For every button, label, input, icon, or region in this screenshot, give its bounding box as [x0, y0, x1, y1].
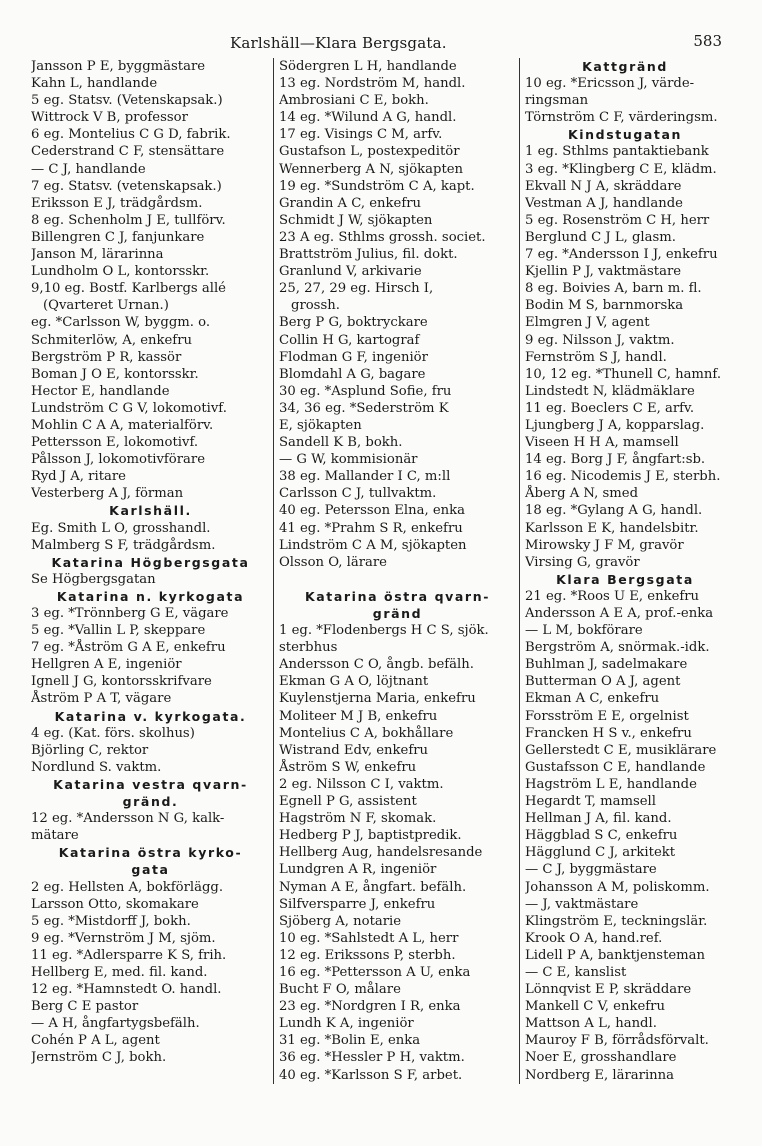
directory-entry: Hägglund C J, arkitekt [525, 845, 676, 861]
directory-entry: Kuylenstjerna Maria, enkefru [279, 691, 476, 707]
directory-entry [279, 571, 516, 588]
directory-entry: Bucht F O, målare [279, 982, 401, 998]
directory-entry: 38 eg. Mallander I C, m:ll [279, 469, 451, 485]
street-heading: Karlshäll. [109, 503, 192, 519]
directory-entry: Sjöberg A, notarie [279, 913, 402, 929]
directory-entry: 12 eg. Erikssons P, sterbh. [279, 947, 456, 963]
directory-entry: 12 eg. *Andersson N G, kalk- [31, 811, 225, 827]
directory-entry: 13 eg. Nordström M, handl. [279, 76, 466, 92]
directory-entry: Mattson A L, handl. [525, 1016, 657, 1032]
directory-entry: 9,10 eg. Bostf. Karlbergs allé [31, 281, 226, 297]
directory-entry: Mirowsky J F M, gravör [525, 537, 684, 553]
directory-entry: Wistrand Edv, enkefru [279, 742, 429, 758]
directory-entry: Södergren L H, handlande [279, 59, 457, 74]
street-heading: Kindstugatan [567, 127, 683, 143]
directory-entry: Wennerberg A N, sjökapten [279, 161, 464, 177]
directory-entry: 3 eg. *Trönnberg G E, vägare [31, 606, 229, 621]
directory-entry: 7 eg. *Andersson I J, enkefru [525, 247, 718, 263]
directory-entry: Åström S W, enkefru [279, 759, 417, 775]
directory-entry: Lundh K A, ingeniör [279, 1016, 414, 1032]
directory-entry: 10 eg. *Ericsson J, värde- [525, 76, 695, 92]
column-1 [28, 58, 273, 1084]
directory-entry: Noer E, grosshandlare [525, 1050, 677, 1066]
directory-entry: Lundholm O L, kontorsskr. [31, 264, 210, 280]
directory-entry: Montelius C A, bokhållare [279, 725, 454, 741]
directory-entry: Schmidt J W, sjökapten [279, 212, 433, 228]
directory-entry: 9 eg. *Vernström J M, sjöm. [31, 930, 216, 946]
directory-entry: Se Högbergsgatan [31, 571, 156, 587]
street-heading: Katarina v. kyrkogata. [54, 708, 247, 724]
directory-entry: 5 eg. *Mistdorff J, bokh. [31, 913, 191, 929]
directory-entry: Nordberg E, lärarinna [525, 1067, 675, 1083]
directory-entry: 31 eg. *Bolin E, enka [279, 1033, 421, 1049]
directory-entry: mätare [31, 828, 79, 844]
directory-entry: Vestman A J, handlande [525, 195, 683, 211]
directory-entry: Janson M, lärarinna [31, 247, 164, 263]
directory-entry: Butterman O A J, agent [525, 674, 681, 690]
directory-entry: 40 eg. Petersson Elna, enka [279, 503, 465, 519]
directory-entry: Hegardt T, mamsell [525, 794, 656, 810]
directory-entry: Klingström E, teckningslär. [525, 913, 708, 929]
street-heading: Klara Bergsgata [556, 571, 694, 587]
directory-entry: Johansson A M, poliskomm. [525, 879, 710, 895]
directory-entry: Vesterberg A J, förman [31, 486, 184, 502]
directory-entry: Mauroy F B, förrådsförvalt. [525, 1033, 709, 1049]
running-head [0, 24, 762, 52]
directory-entry: 4 eg. (Kat. förs. skolhus) [31, 725, 195, 741]
directory-entry: Ryd J A, ritare [31, 469, 126, 485]
directory-entry: 12 eg. *Hamnstedt O. handl. [31, 982, 222, 998]
running-head-title: Karlshäll—Klara Bergsgata. [230, 34, 447, 52]
directory-entry: sterbhus [279, 640, 338, 656]
directory-entry: Jansson P E, byggmästare [31, 59, 206, 74]
directory-entry: — G W, kommisionär [279, 452, 418, 468]
directory-entry: 5 eg. Statsv. (Vetenskapsak.) [31, 93, 223, 109]
directory-entry: Lidell P A, banktjensteman [525, 947, 706, 963]
directory-entry: Gellerstedt C E, musiklärare [525, 742, 717, 758]
directory-entry: Jernström C J, bokh. [31, 1050, 167, 1066]
directory-entry: Olsson O, lärare [279, 554, 387, 570]
directory-entry: Hedberg P J, baptistpredik. [279, 828, 462, 844]
directory-entry: Karlsson E K, handelsbitr. [525, 520, 699, 536]
directory-entry: Lindström C A M, sjökapten [279, 537, 467, 553]
directory-entry: Mankell C V, enkefru [525, 999, 665, 1015]
directory-entry: Virsing G, gravör [525, 554, 640, 570]
directory-entry: Ekvall N J A, skräddare [525, 178, 682, 194]
directory-entry: 23 eg. *Nordgren I R, enka [279, 999, 461, 1015]
directory-entry: 8 eg. Boivies A, barn m. fl. [525, 281, 702, 297]
directory-entry: Ljungberg J A, kopparslag. [525, 417, 705, 433]
directory-entry: Viseen H H A, mamsell [525, 435, 679, 451]
directory-entry: Hector E, handlande [31, 383, 170, 399]
directory-entry: Kjellin P J, vaktmästare [525, 264, 682, 280]
directory-entry: Lundgren A R, ingeniör [279, 862, 437, 878]
directory-entry: Hellgren A E, ingeniör [31, 657, 182, 673]
directory-entry: Hagström L E, handlande [525, 776, 697, 792]
directory-entry: 25, 27, 29 eg. Hirsch I, [279, 281, 434, 297]
directory-entry: 6 eg. Montelius C G D, fabrik. [31, 127, 231, 143]
directory-entry: Ignell J G, kontorsskrifvare [31, 674, 212, 690]
directory-entry: 16 eg. Nicodemis J E, sterbh. [525, 469, 721, 485]
directory-entry: 19 eg. *Sundström C A, kapt. [279, 178, 475, 194]
directory-entry: Francken H S v., enkefru [525, 725, 692, 741]
directory-entry: Granlund V, arkivarie [279, 264, 422, 280]
street-heading: Kattgränd [582, 59, 668, 74]
column-3 [519, 58, 728, 1084]
directory-entry: 16 eg. *Pettersson A U, enka [279, 964, 471, 980]
directory-entry: 7 eg. *Åström G A E, enkefru [31, 640, 226, 656]
directory-entry: Nyman A E, ångfart. befälh. [279, 879, 467, 895]
directory-entry: Pettersson E, lokomotivf. [31, 435, 199, 451]
directory-entry: 9 eg. Nilsson J, vaktm. [525, 332, 675, 348]
directory-entry: Hagström N F, skomak. [279, 811, 437, 827]
directory-entry: Cederstrand C F, stensättare [31, 144, 225, 160]
directory-entry: — C E, kanslist [525, 964, 627, 980]
street-heading: gata [131, 862, 170, 878]
directory-entry: E, sjökapten [279, 417, 362, 433]
directory-entry: Egnell P G, assistent [279, 794, 417, 810]
directory-entry: Andersson C O, ångb. befälh. [279, 657, 474, 673]
directory-entry: 17 eg. Visings C M, arfv. [279, 127, 443, 143]
directory-entry: Forsström E E, orgelnist [525, 708, 689, 724]
directory-entry: 30 eg. *Asplund Sofie, fru [279, 383, 452, 399]
directory-entry: Eg. Smith L O, grosshandl. [31, 520, 211, 536]
street-heading: gränd [372, 606, 423, 621]
directory-entry: — L M, bokförare [525, 623, 643, 639]
directory-entry: Buhlman J, sadelmakare [525, 657, 688, 673]
directory-entry: Ambrosiani C E, bokh. [279, 93, 429, 109]
directory-entry: — C J, byggmästare [525, 862, 657, 878]
directory-entry: Hellman J A, fil. kand. [525, 811, 672, 827]
directory-entry: Berg P G, boktryckare [279, 315, 428, 331]
directory-entry: 23 A eg. Sthlms grossh. societ. [279, 229, 486, 245]
directory-entry: Berg C E pastor [31, 999, 139, 1015]
directory-entry: 8 eg. Schenholm J E, tullförv. [31, 212, 226, 228]
directory-entry: Lindstedt N, klädmäklare [525, 383, 695, 399]
directory-entry: Andersson A E A, prof.-enka [525, 606, 714, 621]
directory-entry: — A H, ångfartygsbefälh. [31, 1016, 200, 1032]
directory-entry: grossh. [291, 298, 340, 314]
directory-entry: 14 eg. *Wilund A G, handl. [279, 110, 457, 126]
directory-entry: 10 eg. *Sahlstedt A L, herr [279, 930, 459, 946]
street-heading: Katarina Högbergsgata [51, 554, 250, 570]
directory-entry: Bergström A, snörmak.-idk. [525, 640, 710, 656]
directory-entry: 3 eg. *Klingberg C E, klädm. [525, 161, 717, 177]
directory-entry: — C J, handlande [31, 161, 146, 177]
directory-entry: Larsson Otto, skomakare [31, 896, 199, 912]
directory-entry: Boman J O E, kontorsskr. [31, 366, 199, 382]
directory-entry: Hellberg E, med. fil. kand. [31, 964, 208, 980]
directory-entry: eg. *Carlsson W, byggm. o. [31, 315, 211, 331]
directory-entry: Malmberg S F, trädgårdsm. [31, 537, 216, 553]
directory-entry: Silfversparre J, enkefru [279, 896, 436, 912]
directory-entry: Moliteer M J B, enkefru [279, 708, 438, 724]
directory-entry: 21 eg. *Roos U E, enkefru [525, 588, 700, 604]
column-2 [273, 58, 519, 1084]
street-heading: Katarina östra qvarn- [304, 588, 490, 604]
directory-entry: 1 eg. Sthlms pantaktiebank [525, 144, 709, 160]
directory-entry: Lönnqvist E P, skräddare [525, 982, 692, 998]
directory-entry: Grandin A C, enkefru [279, 195, 422, 211]
directory-entry: Lundström C G V, lokomotivf. [31, 400, 227, 416]
directory-entry: 2 eg. Hellsten A, bokförlägg. [31, 879, 224, 895]
directory-entry: Elmgren J V, agent [525, 315, 650, 331]
directory-entry: Flodman G F, ingeniör [279, 349, 428, 365]
directory-entry: Schmiterlöw, A, enkefru [31, 332, 192, 348]
directory-entry: 5 eg. *Vallin L P, skeppare [31, 623, 206, 639]
directory-entry: Bergström P R, kassör [31, 349, 182, 365]
directory-entry: Gustafsson C E, handlande [525, 759, 706, 775]
directory-entry: Åberg A N, smed [525, 486, 639, 502]
directory-entry: 11 eg. *Adlersparre K S, frih. [31, 947, 227, 963]
directory-entry: Törnström C F, värderingsm. [525, 110, 718, 126]
directory-entry: 11 eg. Boeclers C E, arfv. [525, 400, 695, 416]
page-number: 583 [693, 32, 722, 50]
directory-entry: Kahn L, handlande [31, 76, 158, 92]
directory-entry: Collin H G, kartograf [279, 332, 420, 348]
street-heading: Katarina vestra qvarn- [53, 776, 248, 792]
directory-entry: Häggblad S C, enkefru [525, 828, 678, 844]
directory-entry: Sandell K B, bokh. [279, 435, 403, 451]
directory-entry: 10, 12 eg. *Thunell C, hamnf. [525, 366, 722, 382]
directory-entry: Cohén P A L, agent [31, 1033, 160, 1049]
directory-entry: Pålsson J, lokomotivförare [31, 452, 206, 468]
directory-entry: 2 eg. Nilsson C I, vaktm. [279, 776, 444, 792]
street-heading: gränd. [122, 794, 179, 810]
directory-entry: 18 eg. *Gylang A G, handl. [525, 503, 703, 519]
directory-entry: Björling C, rektor [31, 742, 149, 758]
directory-entry: Mohlin C A A, materialförv. [31, 417, 214, 433]
directory-entry: 1 eg. *Flodenbergs H C S, sjök. [279, 623, 489, 639]
directory-entry: (Qvarteret Urnan.) [43, 298, 169, 314]
directory-entry: 40 eg. *Karlsson S F, arbet. [279, 1067, 463, 1083]
directory-entry: Bodin M S, barnmorska [525, 298, 684, 314]
directory-entry: Ekman G A O, löjtnant [279, 674, 429, 690]
directory-entry: ringsman [525, 93, 589, 109]
directory-entry: Eriksson E J, trädgårdsm. [31, 195, 203, 211]
directory-entry: 7 eg. Statsv. (vetenskapsak.) [31, 178, 222, 194]
directory-entry: Wittrock V B, professor [31, 110, 188, 126]
directory-columns [28, 58, 728, 1084]
street-heading: Katarina n. kyrkogata [56, 588, 245, 604]
directory-entry: Billengren C J, fanjunkare [31, 229, 205, 245]
directory-entry: 34, 36 eg. *Sederström K [279, 400, 449, 416]
directory-entry: 5 eg. Rosenström C H, herr [525, 212, 710, 228]
directory-entry: Brattström Julius, fil. dokt. [279, 247, 458, 263]
directory-entry: Hellberg Aug, handelsresande [279, 845, 483, 861]
directory-entry: Ekman A C, enkefru [525, 691, 660, 707]
directory-entry: Gustafson L, postexpeditör [279, 144, 460, 160]
directory-entry: 41 eg. *Prahm S R, enkefru [279, 520, 463, 536]
directory-entry: Carlsson C J, tullvaktm. [279, 486, 437, 502]
street-heading: Katarina östra kyrko- [58, 845, 243, 861]
directory-entry: Fernström S J, handl. [525, 349, 667, 365]
directory-entry: Nordlund S. vaktm. [31, 759, 162, 775]
directory-entry: Berglund C J L, glasm. [525, 229, 676, 245]
directory-entry: 14 eg. Borg J F, ångfart:sb. [525, 452, 706, 468]
directory-entry: 36 eg. *Hessler P H, vaktm. [279, 1050, 465, 1066]
directory-entry: — J, vaktmästare [525, 896, 639, 912]
directory-entry: Åström P A T, vägare [31, 691, 172, 707]
directory-entry: Krook O A, hand.ref. [525, 930, 663, 946]
directory-entry: Blomdahl A G, bagare [279, 366, 426, 382]
